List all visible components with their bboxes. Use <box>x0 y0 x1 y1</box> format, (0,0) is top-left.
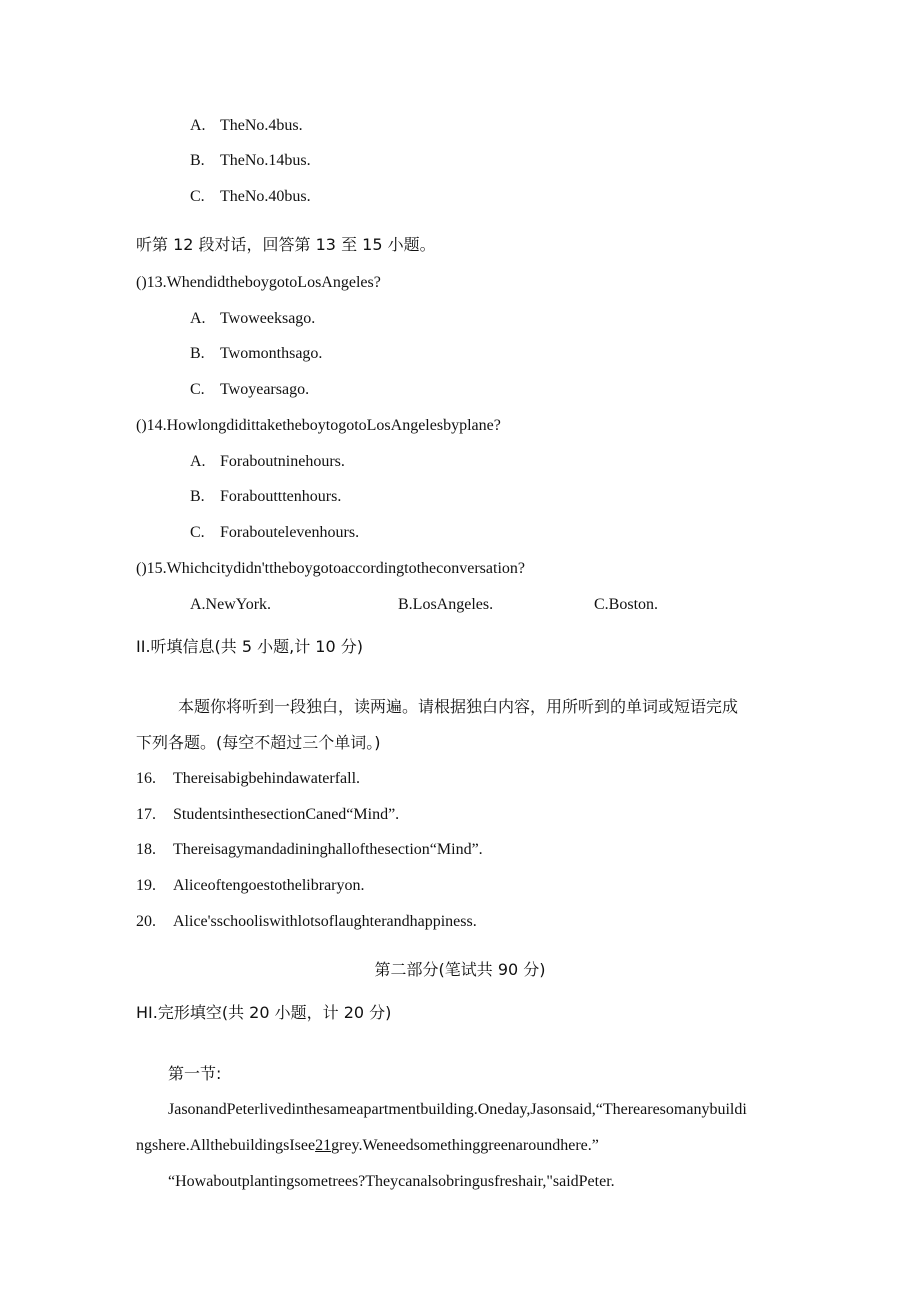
item-number: 17. <box>136 806 156 823</box>
item-number: 18. <box>136 841 156 858</box>
option-text: Twomonthsago. <box>220 345 323 362</box>
item-text: StudentsinthesectionCaned“Mind”. <box>173 806 400 823</box>
q15-option-a: A.NewYork. <box>190 596 272 613</box>
option-text: TheNo.4bus. <box>220 117 303 134</box>
item-text: Thereisabigbehindawaterfall. <box>173 770 361 787</box>
item-text: Thereisagymandadininghallofthesection“Mind”. <box>173 841 483 858</box>
option-text: Foraboutttenhours. <box>220 488 342 505</box>
item-number: 19. <box>136 877 156 894</box>
option-text: Twoweeksago. <box>220 310 316 327</box>
item-text: Alice'sschooliswithlotsoflaughterandhappiness. <box>173 913 477 930</box>
option-letter: A. <box>190 310 206 327</box>
blank-21: 21 <box>315 1137 332 1154</box>
passage-text: grey.Weneedsomethinggreenaroundhere.” <box>331 1137 599 1154</box>
option-letter: B. <box>190 488 205 505</box>
option-letter: C. <box>190 524 205 541</box>
passage-line-3: “Howaboutplantingsometrees?Theycanalsobringusfreshair,"saidPeter. <box>168 1173 615 1190</box>
q15-stem: ()15.Whichcitydidn'ttheboygotoaccordingtotheconversation? <box>136 560 525 577</box>
passage-line-1: JasonandPeterlivedinthesameapartmentbuilding.Oneday,Jasonsaid,“Therearesomanybuildi <box>168 1101 747 1118</box>
q12-option-a <box>190 116 303 136</box>
q13-option-a <box>190 309 315 329</box>
part2-instructions-line1: 本题你将听到一段独白，读两遍。请根据独白内容，用所听到的单词或短语完成 <box>178 697 739 716</box>
option-letter: A. <box>190 453 206 470</box>
q15-option-c: C.Boston. <box>594 596 659 613</box>
q14-stem: ()14.HowlongdidittaketheboytogotoLosAngelesbyplane? <box>136 417 501 434</box>
section-dialogue-12: 听第 12 段对话，回答第 13 至 15 小题。 <box>136 235 436 254</box>
option-text: Foraboutelevenhours. <box>220 524 360 541</box>
q13-option-b <box>190 344 322 364</box>
fill-item-17 <box>136 805 399 825</box>
written-part-heading: 第二部分(笔试共 90 分) <box>374 960 546 979</box>
fill-item-18 <box>136 840 483 860</box>
part2-instructions-line2: 下列各题。(每空不超过三个单词。) <box>136 733 381 752</box>
option-letter: B. <box>190 345 205 362</box>
q14-option-c <box>190 523 359 543</box>
item-text: Aliceoftengoestothelibraryon. <box>173 877 365 894</box>
fill-item-16 <box>136 769 360 789</box>
option-letter: C. <box>190 381 205 398</box>
section1-label: 第一节: <box>168 1064 222 1083</box>
option-letter: B. <box>190 152 205 169</box>
passage-line-2 <box>136 1136 599 1156</box>
option-text: Twoyearsago. <box>220 381 310 398</box>
q14-option-b <box>190 487 341 507</box>
q12-option-c <box>190 187 311 207</box>
option-text: TheNo.14bus. <box>220 152 311 169</box>
part3-heading: HI.完形填空(共 20 小题，计 20 分) <box>136 1003 392 1022</box>
q12-option-b <box>190 151 311 171</box>
q13-option-c <box>190 380 309 400</box>
option-letter: C. <box>190 188 205 205</box>
option-letter: A. <box>190 117 206 134</box>
option-text: Foraboutninehours. <box>220 453 345 470</box>
item-number: 20. <box>136 913 156 930</box>
option-text: TheNo.40bus. <box>220 188 311 205</box>
q13-stem: ()13.WhendidtheboygotoLosAngeles? <box>136 274 381 291</box>
q14-option-a <box>190 452 345 472</box>
fill-item-19 <box>136 876 365 896</box>
q15-option-b: B.LosAngeles. <box>398 596 494 613</box>
part2-heading: II.听填信息(共 5 小题,计 10 分) <box>136 637 363 656</box>
fill-item-20 <box>136 912 477 932</box>
passage-text: ngshere.AllthebuildingsIsee <box>136 1137 316 1154</box>
item-number: 16. <box>136 770 156 787</box>
